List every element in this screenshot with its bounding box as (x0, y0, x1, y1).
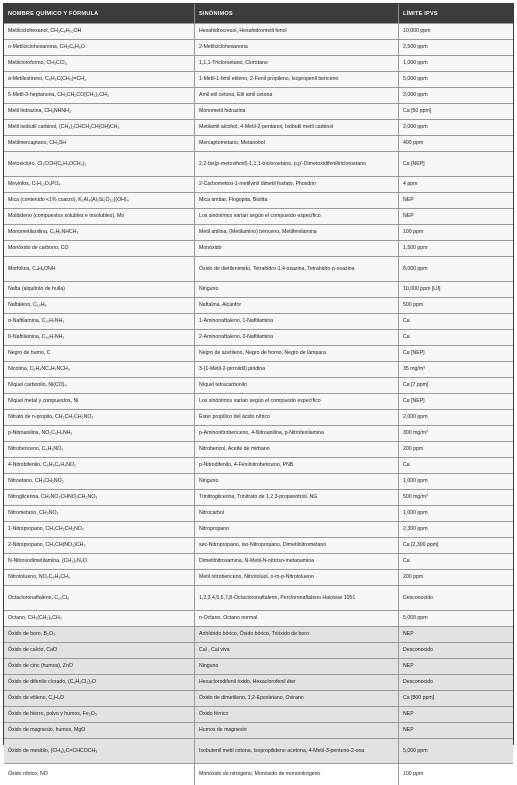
cell-name: Nitrobenceno, C₆H₅NO₂ (4, 442, 195, 457)
cell-limit: 200 ppm (403, 446, 424, 453)
cell-limit: 5,000 ppm (403, 615, 428, 622)
cell-name: Óxido de difenilo clorado, (C₆H₅Cl₂)₂O (4, 675, 195, 690)
cell-limit: Ca (403, 462, 410, 469)
table-row (4, 409, 513, 425)
cell-synonyms: Mica ámbar, Flogopita, Biotita (195, 193, 399, 208)
table-row (4, 489, 513, 505)
cell-name: Molibdeno (compuestos solubles e insolubles), Mo (4, 209, 195, 224)
cell-limit: Ca [2,300 ppm] (403, 542, 439, 549)
cell-limit: NEP (403, 631, 414, 638)
table-row (4, 23, 513, 39)
table-row (4, 553, 513, 569)
cell-name: Morfolina, C₄H₈ONH (4, 257, 195, 281)
cell-name: Níquel carbonilo, Ni(CO)₄ (4, 378, 195, 393)
cell-limit: 200 ppm (403, 574, 424, 581)
cell-limit: 2,500 ppm (403, 44, 428, 51)
cell-synonyms: Óxido férrico (195, 707, 399, 722)
header-name: NOMBRE QUÍMICO Y FÓRMULA (4, 4, 195, 23)
table-row (4, 393, 513, 409)
cell-name: 2-Nitropropano, CH₃CH(NO₂)CH₃ (4, 538, 195, 553)
table-row (4, 521, 513, 537)
cell-limit: NEP (403, 197, 414, 204)
cell-synonyms: 2-Metilciclohexanona (195, 40, 399, 55)
cell-limit: 1,000 ppm (403, 60, 428, 67)
table-row (4, 313, 513, 329)
table-row (4, 135, 513, 151)
table-row (4, 585, 513, 610)
table-row (4, 71, 513, 87)
cell-synonyms: 1-Metil-1-fenil etileno, 2-Fenil propileno, Isopropenil benceno (195, 72, 399, 87)
table-row (4, 176, 513, 192)
table-row (4, 674, 513, 690)
cell-synonyms: Isobutenil metil cetona, Isopropilideno acetona, 4-Metil-3-penteno-2-ona (195, 739, 399, 763)
cell-limit: 400 ppm (403, 140, 424, 147)
table-row (4, 569, 513, 585)
table-row (4, 610, 513, 626)
cell-name: Metilcloroformo, CH₃CCl₃ (4, 56, 195, 71)
cell-limit: Ca [50 ppm] (403, 108, 432, 115)
cell-name: α-Metilestireno, C₆H₅C(CH₃)=CH₂ (4, 72, 195, 87)
cell-synonyms: Éster propílico del ácido nítrico (195, 410, 399, 425)
cell-synonyms: Hexahidrocresol, Hexahidrometil fenol (195, 24, 399, 39)
cell-synonyms: Metil nitrobenceno, Nitrotoluol, o-m-p-Nitrotolueno (195, 570, 399, 585)
table-row (4, 192, 513, 208)
table-row (4, 119, 513, 135)
cell-synonyms: 2-Carbometoxi-1-metilvinil dimetil fosfato, Phosdrin (195, 177, 399, 192)
cell-synonyms: Níquel tetracarbonilo (195, 378, 399, 393)
cell-synonyms: Monóxido de nitrógeno, Monóxido de mononitrógeno (195, 764, 399, 785)
cell-name: 4-Nitrobifenilo, C₆H₅C₆H₄NO₂ (4, 458, 195, 473)
cell-limit: 35 mg/m³ (403, 366, 425, 373)
cell-name: o-Metilciclohexanona, CH₃C₆H₉O (4, 40, 195, 55)
table-row (4, 763, 513, 785)
table-row (4, 345, 513, 361)
table-row (4, 473, 513, 489)
table-row (4, 281, 513, 297)
cell-limit: 100 ppm (403, 229, 424, 236)
cell-name: Óxido de mesitilo, (CH₃)₂C=CHCOCH₃ (4, 739, 195, 763)
cell-synonyms: p-Aminonitrobenceno, 4-Nitroanilina, p-Nitrofenilamina (195, 426, 399, 441)
cell-synonyms: Monometil hidrazina (195, 104, 399, 119)
cell-synonyms: Óxido de dimetileno, 1,2-Epoxietano, Oxirano (195, 691, 399, 706)
cell-name: Octano, CH₃(CH₂)₆CH₃ (4, 611, 195, 626)
cell-name: Mevinfos, C₇H₁₃O₆PO₄ (4, 177, 195, 192)
cell-synonyms: Metil anilina, (Metilamino) benceno, Metilfenilamina (195, 225, 399, 240)
cell-name: Óxido nítrico, NO (4, 764, 195, 785)
cell-name: Nafta (alquitrán de hulla) (4, 282, 195, 297)
table-row (4, 738, 513, 763)
cell-limit: 5,000 ppm (403, 747, 428, 754)
table-row (4, 55, 513, 71)
table-header (4, 4, 513, 23)
cell-synonyms: Amil etil cetona, Etil amil cetona (195, 88, 399, 103)
cell-limit: 1,000 ppm (403, 510, 428, 517)
cell-limit: 1,000 ppm (403, 478, 428, 485)
cell-limit: NEP (403, 727, 414, 734)
cell-name: Octaclorona​ftaleno, C₁₀Cl₈ (4, 586, 195, 610)
table-row (4, 377, 513, 393)
cell-name: 1-Nitropropano, CH₃CH₂CH₂NO₂ (4, 522, 195, 537)
cell-synonyms: sec-Nitropropano, iso-Nitropropano, Dimetilnitrometano (195, 538, 399, 553)
cell-synonyms: Humos de magnesio (195, 723, 399, 738)
table-row (4, 537, 513, 553)
table-body (4, 23, 513, 785)
cell-name: Nitroetano, CH₃CH₂NO₂ (4, 474, 195, 489)
cell-synonyms: p-Nitrodifenilo, 4-Fenilnitrobenceno, PNB (195, 458, 399, 473)
table-row (4, 39, 513, 55)
cell-limit: 10,000 ppm [LII] (403, 286, 441, 293)
cell-limit: 100 ppm (403, 771, 424, 778)
table-row (4, 208, 513, 224)
cell-synonyms: Metilamil alcohol, 4-Metil-2-pentanol, Isobutil metil carbinol (195, 120, 399, 135)
table-row (4, 658, 513, 674)
cell-synonyms: Dimetilnitrosamina, N-Metil-N-nitroso-metanamina (195, 554, 399, 569)
cell-name: Metil hidrazina, CH₃NHNH₂ (4, 104, 195, 119)
cell-name: Óxido de magnesio, humos, MgO (4, 723, 195, 738)
cell-synonyms: Nitrocarbol (195, 506, 399, 521)
table-row (4, 240, 513, 256)
table-row (4, 87, 513, 103)
header-limit: LÍMITE IPVS (403, 10, 438, 17)
cell-limit: Ca [800 ppm] (403, 695, 435, 702)
cell-limit: Ca (403, 334, 410, 341)
cell-synonyms: 1,1,1-Tricloroetano, Clorotano (195, 56, 399, 71)
cell-synonyms: Óxido de dietilenimido, Tetrahidro-1,4-oxazina, Tetrahidro-p-oxazina (195, 257, 399, 281)
cell-synonyms: Ninguno (195, 659, 399, 674)
cell-limit: Desconocido (403, 647, 433, 654)
cell-name: N-Nitrosodimetilamina, (CH₃)₂N₂O (4, 554, 195, 569)
table-row (4, 361, 513, 377)
cell-limit: 500 ppm (403, 302, 424, 309)
cell-name: Metil isobutil carbinol, (CH₃)₂CHCH₂CH(OH)CH₃ (4, 120, 195, 135)
cell-name: p-Nitroanilina, NO₂C₆H₄NH₂ (4, 426, 195, 441)
table-row (4, 256, 513, 281)
cell-synonyms: 3-(1-Metil-2-pirrolidil) piridina (195, 362, 399, 377)
cell-name: Naftaleno, C₁₀H₈ (4, 298, 195, 313)
cell-name: Nitrometano, CH₃NO₂ (4, 506, 195, 521)
cell-limit: Ca [7 ppm] (403, 382, 429, 389)
cell-synonyms: Naftalina, Alcanfor (195, 298, 399, 313)
cell-limit: NEP (403, 213, 414, 220)
table-row (4, 626, 513, 642)
cell-limit: Ca [NEP] (403, 350, 425, 357)
cell-name: Monometilanilina, C₆H₅NHCH₃ (4, 225, 195, 240)
cell-limit: Ca [NEP] (403, 398, 425, 405)
table-row (4, 690, 513, 706)
cell-synonyms: n-Octano, Octano normal (195, 611, 399, 626)
cell-name: Óxido de boro, B₂O₃ (4, 627, 195, 642)
cell-synonyms: Los sinónimos varían según el compuesto específico (195, 394, 399, 409)
cell-name: α-Naftilamina, C₁₀H₇NH₂ (4, 314, 195, 329)
cell-limit: Ca (403, 318, 410, 325)
cell-name: Nitroglicerina, CH₂NO₃CHNO₃CH₂NO₃ (4, 490, 195, 505)
cell-limit: 2,300 ppm (403, 526, 428, 533)
cell-name: 5-Metil-3-heptanona, CH₃CH₂CO(CH₂)₃CH₃ (4, 88, 195, 103)
cell-limit: 4 ppm (403, 181, 418, 188)
cell-limit: 8,000 ppm (403, 265, 428, 272)
cell-name: Óxido de etileno, C₂H₄O (4, 691, 195, 706)
cell-name: Metilciclohexanol, CH₃C₆H₁₀OH (4, 24, 195, 39)
cell-limit: 1,500 ppm (403, 245, 428, 252)
ipvs-table (3, 3, 514, 778)
table-row (4, 224, 513, 240)
cell-name: Nitrotolueno, NO₂C₆H₄CH₃ (4, 570, 195, 585)
cell-limit: Desconocido (403, 679, 433, 686)
cell-synonyms: 2,2-bis(p-metoxifenil)-1,1,1-tricloroetano, p,p'-Dimetoxidifeniltricloroetano (195, 152, 399, 176)
cell-synonyms: Hexaclorodifenil óxido, Hexaclorofenil éter (195, 675, 399, 690)
cell-name: ß-Naftilamina, C₁₀H₇NH₂ (4, 330, 195, 345)
cell-limit: NEP (403, 711, 414, 718)
table-row (4, 642, 513, 658)
cell-limit: 2,000 ppm (403, 124, 428, 131)
table-row (4, 151, 513, 176)
cell-synonyms: Trinitroglicerina, Trinitrato de 1,2,3-propanotriol, NG (195, 490, 399, 505)
cell-limit: 2,000 ppm (403, 414, 428, 421)
table-row (4, 706, 513, 722)
cell-synonyms: Ninguno (195, 474, 399, 489)
table-row (4, 329, 513, 345)
cell-limit: 3,000 ppm (403, 92, 428, 99)
table-row (4, 441, 513, 457)
cell-synonyms: 2-Aminonaftaleno, 2-Naftilamina (195, 330, 399, 345)
cell-name: Nitrato de n-propilo, CH₃CH₂CH₂NO₃ (4, 410, 195, 425)
cell-name: Níquel metal y compuestos, Ni (4, 394, 195, 409)
cell-synonyms: Nitrobenzol, Aceite de mirbano (195, 442, 399, 457)
cell-synonyms: 1-Aminonaftaleno, 1-Naftilamina (195, 314, 399, 329)
cell-name: Metilmercaptano, CH₃SH (4, 136, 195, 151)
cell-synonyms: Nitropropano (195, 522, 399, 537)
cell-synonyms: Cal , Cal viva (195, 643, 399, 658)
cell-synonyms: Negro de acetileno, Negro de horno, Negro de lámpara (195, 346, 399, 361)
cell-synonyms: Los sinónimos varían según el compuesto específico (195, 209, 399, 224)
cell-limit: Desconocido (403, 594, 433, 601)
cell-name: Monóxido de carbono, CO (4, 241, 195, 256)
cell-limit: 10,000 ppm (403, 28, 431, 35)
cell-limit: Ca [NEP] (403, 160, 425, 167)
cell-name: Óxido de hierro, polvo y humos, Fe₂O₃ (4, 707, 195, 722)
cell-name: Nicotina, C₅H₄NC₄H₇NCH₃ (4, 362, 195, 377)
table-row (4, 457, 513, 473)
table-row (4, 297, 513, 313)
cell-limit: NEP (403, 663, 414, 670)
cell-limit: 300 mg/m³ (403, 430, 428, 437)
cell-name: Óxido de cinc (humos), ZnO (4, 659, 195, 674)
table-row (4, 505, 513, 521)
header-synonyms: SINÓNIMOS (195, 4, 399, 23)
table-row (4, 103, 513, 119)
cell-name: Metoxicloro, Cl₃CCH(C₆H₄OCH₃)₂ (4, 152, 195, 176)
table-row (4, 722, 513, 738)
cell-name: Mica (contenido <1% cuarzo), K₂Al₄(Al₂Si₆O₂₀)(OH)₄ (4, 193, 195, 208)
cell-limit: Ca (403, 558, 410, 565)
cell-name: Óxido de calcio, CaO (4, 643, 195, 658)
cell-limit: 5,000 ppm (403, 76, 428, 83)
cell-limit: 500 mg/m³ (403, 494, 428, 501)
cell-synonyms: Anhídrido bórico, Óxido bórico, Trióxido de boro (195, 627, 399, 642)
cell-synonyms: Mercaptometano, Metanotiol (195, 136, 399, 151)
table-row (4, 425, 513, 441)
cell-synonyms: 1,2,3,4,5,6,7,8-Octacloronaftaleno, Percloronaftaleno Halowax 1051 (195, 586, 399, 610)
cell-synonyms: Ninguno (195, 282, 399, 297)
cell-synonyms: Monóxido (195, 241, 399, 256)
cell-name: Negro de humo, C (4, 346, 195, 361)
